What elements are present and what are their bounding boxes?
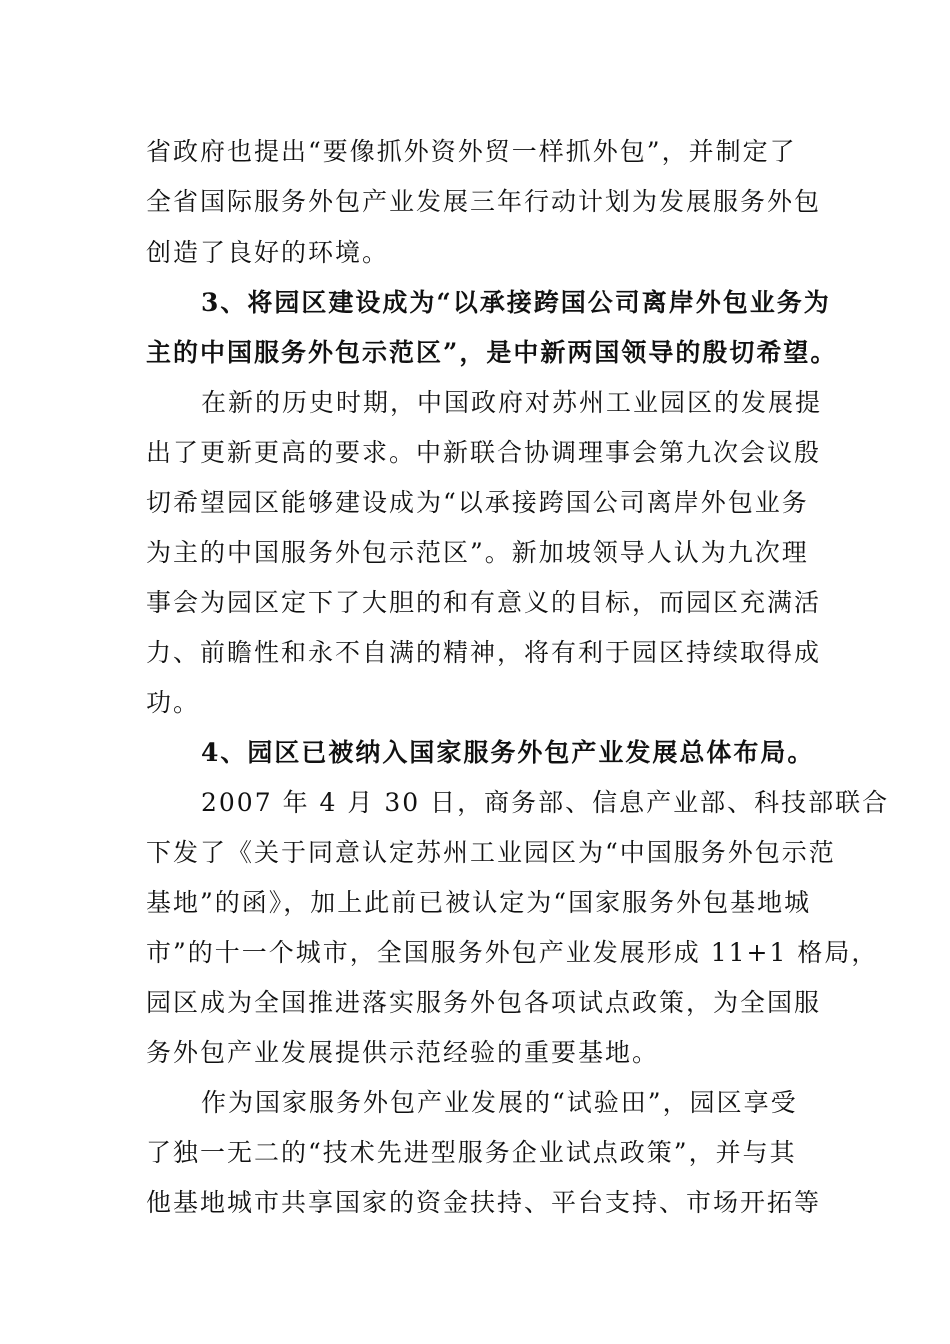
paragraph-line: 务外包产业发展提供示范经验的重要基地。 [146, 1038, 660, 1067]
section-heading-3: 3、将园区建设成为“以承接跨国公司离岸外包业务为 [201, 288, 831, 317]
paragraph-line: 园区成为全国推进落实服务外包各项试点政策，为全国服 [146, 988, 822, 1017]
paragraph-line: 作为国家服务外包产业发展的“试验田”，园区享受 [201, 1088, 798, 1117]
paragraph-line: 了独一无二的“技术先进型服务企业试点政策”，并与其 [146, 1138, 797, 1167]
section-heading-3: 主的中国服务外包示范区”，是中新两国领导的殷切希望。 [146, 338, 838, 367]
paragraph-line: 出了更新更高的要求。中新联合协调理事会第九次会议殷 [146, 438, 822, 467]
paragraph-line: 为主的中国服务外包示范区”。新加坡领导人认为九次理 [146, 538, 809, 567]
paragraph-line: 他基地城市共享国家的资金扶持、平台支持、市场开拓等 [146, 1188, 822, 1217]
paragraph-line: 切希望园区能够建设成为“以承接跨国公司离岸外包业务 [146, 488, 809, 517]
section-heading-4: 4、园区已被纳入国家服务外包产业发展总体布局。 [201, 738, 815, 767]
paragraph-line: 全省国际服务外包产业发展三年行动计划为发展服务外包 [146, 187, 822, 216]
paragraph-line: 在新的历史时期，中国政府对苏州工业园区的发展提 [201, 388, 823, 417]
paragraph-line: 事会为园区定下了大胆的和有意义的目标，而园区充满活 [146, 588, 822, 617]
paragraph-line: 力、前瞻性和永不自满的精神，将有利于园区持续取得成 [146, 638, 822, 667]
paragraph-line: 2007 年 4 月 30 日，商务部、信息产业部、科技部联合 [201, 788, 890, 817]
paragraph-line: 功。 [146, 688, 201, 717]
paragraph-line: 创造了良好的环境。 [146, 238, 390, 267]
paragraph-line: 下发了《关于同意认定苏州工业园区为“中国服务外包示范 [146, 838, 836, 867]
paragraph-line: 市”的十一个城市，全国服务外包产业发展形成 11+1 格局， [146, 938, 879, 967]
paragraph-line: 基地”的函》，加上此前已被认定为“国家服务外包基地城 [146, 888, 812, 917]
paragraph-line: 省政府也提出“要像抓外资外贸一样抓外包”，并制定了 [146, 137, 797, 166]
